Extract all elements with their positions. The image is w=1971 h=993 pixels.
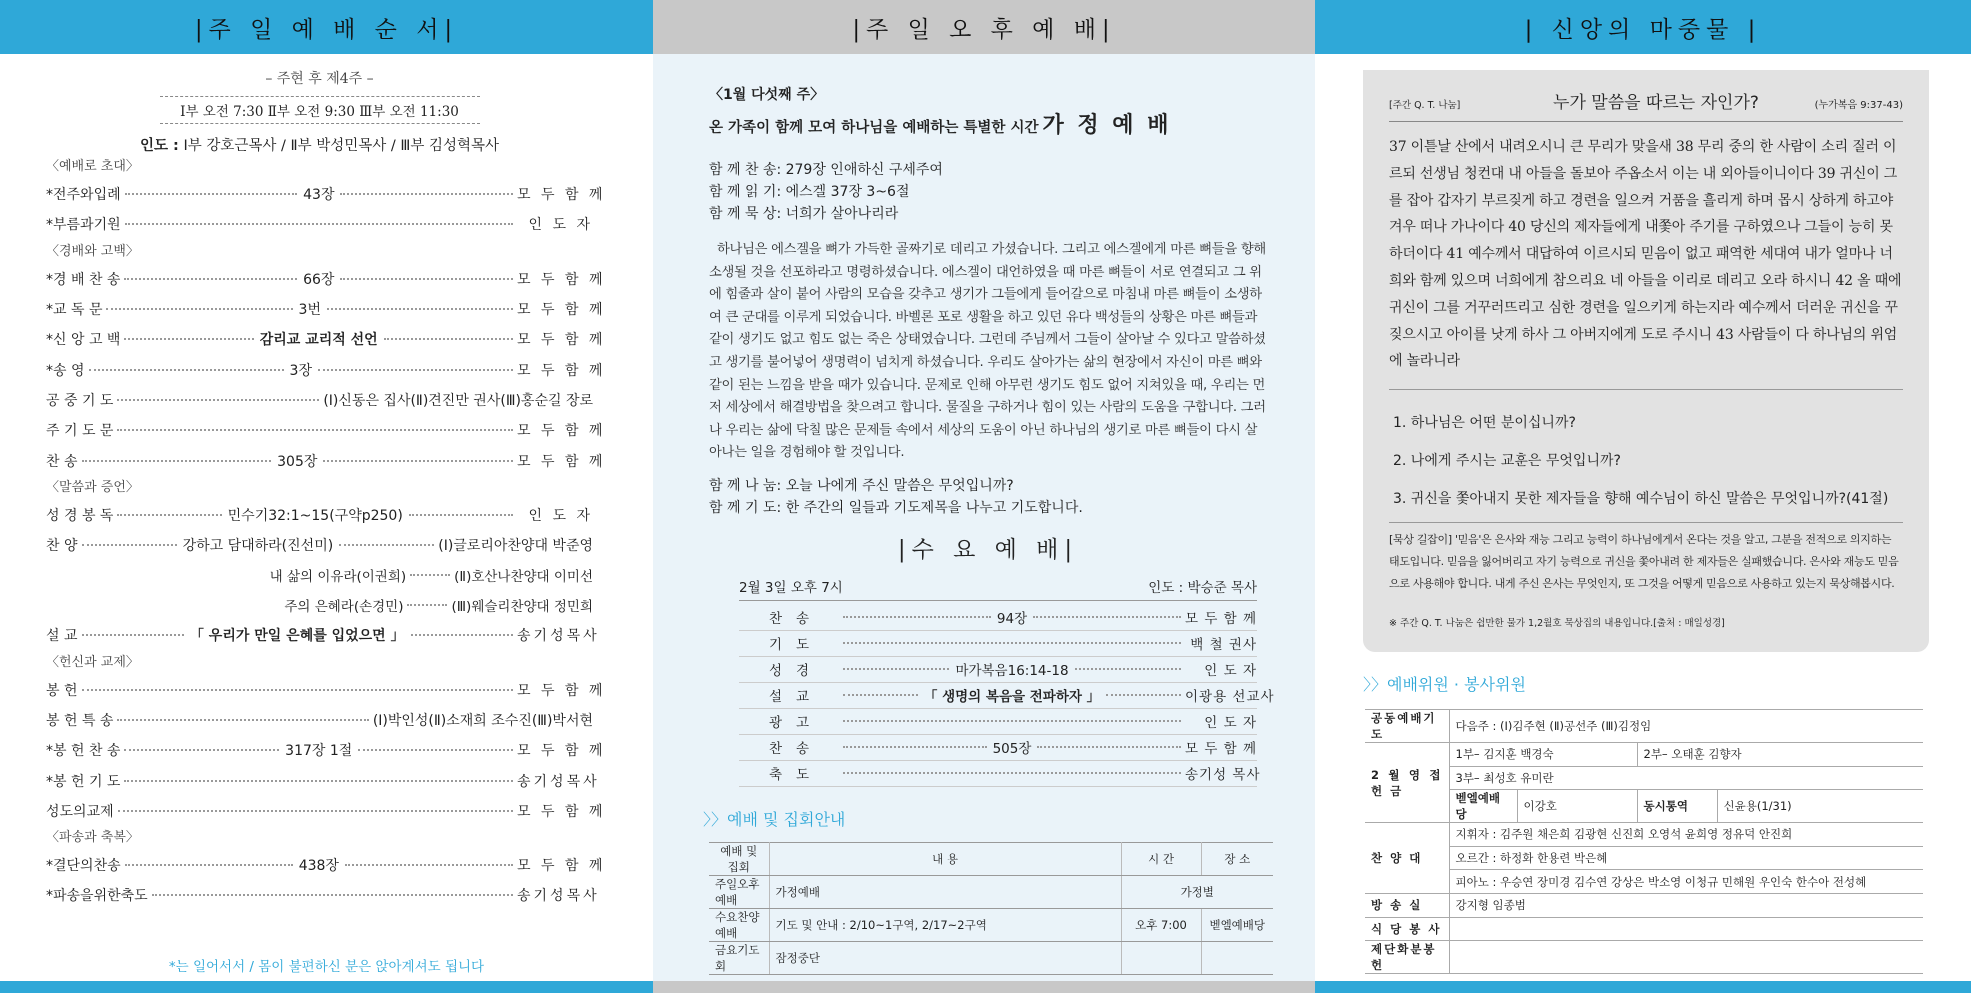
- order-person: 모 두 함 께: [517, 682, 606, 699]
- order-person: 송기성목사: [517, 773, 600, 790]
- order-person: 모 두 함 께: [517, 858, 606, 875]
- cell-value: 신윤용(1/31): [1717, 790, 1923, 823]
- column-header: |주 일 오 후 예 배|: [653, 0, 1315, 54]
- table-row: [1365, 846, 1923, 870]
- table-row: [709, 908, 1273, 941]
- leader-dots: [843, 720, 1181, 722]
- leader-dots: [345, 864, 513, 866]
- leader-dots: [340, 193, 513, 195]
- order-row: [46, 415, 606, 445]
- section-title: 〈헌신과 교제〉: [46, 654, 139, 670]
- order-detail: 317장 1절: [285, 743, 353, 760]
- table-row: [1365, 790, 1923, 823]
- question-3: 3. 귀신을 쫓아내지 못한 제자들을 향해 예수님이 하신 말씀은 무엇입니까?(41절): [1393, 491, 1889, 508]
- wednesday-person: 백 철 권사: [1190, 637, 1257, 654]
- wednesday-person: 인 도 자: [1204, 715, 1257, 732]
- order-row: [46, 880, 600, 910]
- qt-reference: (누가복음 9:37-43): [1814, 100, 1903, 111]
- section-title: 〈경배와 고백〉: [46, 243, 139, 259]
- order-detail: 3번: [298, 302, 321, 319]
- cell-value: 3부– 최성호 유미란: [1449, 766, 1923, 790]
- sharing-info: [709, 475, 1267, 519]
- order-detail: 43장: [303, 187, 335, 204]
- wednesday-meta: [739, 576, 1257, 601]
- order-person: 인 도 자: [528, 217, 593, 234]
- order-label: 봉 헌 특 송: [46, 713, 114, 729]
- order-label: *파송을위한축도: [46, 888, 148, 905]
- order-person: (Ⅰ)글로리아찬양대 박준영: [438, 538, 593, 555]
- wednesday-row: [739, 735, 1257, 761]
- leader-dots: [82, 634, 184, 636]
- week-label: 〈1월 다섯째 주〉: [709, 87, 825, 103]
- schedule-content: 잠정중단: [769, 941, 1121, 974]
- cell-sublabel: 동시통역: [1637, 790, 1717, 823]
- section-title: 〈파송과 축복〉: [46, 830, 139, 846]
- qt-heading: [1389, 88, 1903, 122]
- season-label: – 주현 후 제4주 –: [265, 71, 374, 87]
- order-label: *결단의찬송: [46, 858, 121, 875]
- leader-dots: [117, 719, 368, 721]
- qt-source-note: ※ 주간 Q. T. 나눔은 쉽만한 물가 1,2월호 묵상집의 내용입니다.[출처 : 매일성경]: [1389, 618, 1725, 630]
- table-row: [709, 941, 1273, 974]
- order-label: *봉 헌 기 도: [46, 773, 121, 790]
- leader-dots: [124, 749, 279, 751]
- wednesday-person: 인 도 자: [1204, 663, 1257, 680]
- leader-dots: [358, 749, 513, 751]
- cell-label: 2 월 영 접 헌 금: [1365, 743, 1449, 823]
- order-label: *교 독 문: [46, 302, 103, 319]
- order-list: [46, 155, 606, 911]
- cell-value: [1449, 941, 1923, 974]
- leader-dots: [843, 694, 918, 696]
- schedule-col-name: 예배 및 집회: [709, 842, 769, 875]
- leader-dots: [843, 616, 991, 618]
- wednesday-person: 송기성 목사: [1185, 767, 1261, 784]
- order-row: [46, 385, 593, 415]
- sunday-afternoon-column: [653, 0, 1315, 993]
- leader-dots: [82, 460, 272, 462]
- order-row: [46, 209, 593, 239]
- leader-dots: [117, 399, 319, 401]
- schedule-place: 가정별: [1121, 875, 1273, 908]
- order-person: 모 두 함 께: [517, 803, 606, 820]
- wednesday-leader: 인도 : 박승준 목사: [1148, 579, 1257, 596]
- order-label: 주 기 도 문: [46, 423, 114, 440]
- order-row: [46, 445, 606, 475]
- schedule-title: 〉〉예배 및 집회안내: [703, 809, 846, 829]
- section-title: 〈예배로 초대〉: [46, 159, 139, 174]
- order-body: [0, 68, 653, 911]
- cell-value: 이강호: [1517, 790, 1637, 823]
- order-person: 모 두 함 께: [517, 271, 606, 288]
- info-reading: 함 께 읽 기: 에스겔 37장 3~6절: [709, 184, 910, 200]
- info-prayer: 함 께 기 도: 한 주간의 일들과 기도제목을 나누고 기도합니다.: [709, 499, 1083, 516]
- order-label: 찬 양: [46, 538, 78, 555]
- sunday-worship-order-column: [0, 0, 653, 993]
- wednesday-person: 이광용 선교사: [1185, 689, 1275, 706]
- schedule-col-content: 내 용: [769, 842, 1121, 875]
- order-person: 모 두 함 께: [517, 187, 606, 204]
- devotional-paragraph: 하나님은 에스겔을 뼈가 가득한 골짜기로 데리고 가셨습니다. 그리고 에스겔에게 마른 뼈들을 향해 소생될 것을 선포하라고 명령하셨습니다. 에스겔이 대언하였을 때 마른 뼈들이 서로 연결되고 그 위에 힘줄과 살이 붙어 사람의 모습을 갖추고 생기가 그들에게 들어갈으로 마침내 마른 뼈들이 소생하여 큰 군대를 이루게 되었습니다. 바벨론 포로 생활을 하고 있던 유다 백성들의 상황은 마른 뼈들과 같이 생기도 없고 힘도 없는 죽은 상태였습니다. 그런데 주님께서 그들이 살아날 수 있다고 말씀하셨고 생기를 불어넣어 생명력이 넘치게 하셨습니다. 우리도 살아가는 삶의 현장에서 자신이 마른 뼈와 같이 된는 느낌을 받을 때가 있습니다. 문제로 인해 아무런 생기도 힘도 없어 지쳐있을 때, 우리는 먼저 세상에서 해결방법을 찾으려고 합니다. 물질을 구하거나 힘이 있는 사람의 도움을 구합니다. 그러나 우리는 삶에 닥칠 많은 문제들 속에서 세상의 도움이 아닌 하나님의 생기로 마른 뼈들이 다시 살아나는 일을 경험해야 할 것입니다.: [709, 242, 1266, 461]
- qt-box: [1363, 70, 1929, 652]
- qt-title: 누가 말씀을 따르는 자인가?: [1553, 93, 1759, 113]
- order-label: 찬 송: [46, 453, 78, 470]
- table-row: [1365, 743, 1923, 767]
- service-staff-table: [1365, 709, 1923, 974]
- order-label: 성도의교제: [46, 803, 114, 820]
- order-person: (Ⅰ)신동은 집사(Ⅱ)견진만 권사(Ⅲ)홍순길 장로: [323, 392, 593, 409]
- order-label: *봉 헌 찬 송: [46, 743, 121, 760]
- schedule-body: [709, 875, 1273, 974]
- scripture-text: 37 이튿날 산에서 내려오시니 큰 무리가 맞을새 38 무리 중의 한 사람이 소리 질러 이르되 선생님 청컨대 내 아들을 돌보아 주옵소서 이는 내 외아들이니이다 39 귀신이 그를 잡아 갑자기 부르짖게 하고 경련을 일으켜 거품을 흘리게 하며 몹시 상하게 하고야 겨우 떠나 가나이다 40 당신의 제자들에게 내쫓아 주기를 구하였으나 그들이 능히 못하더이다 41 예수께서 대답하여 이르시되 믿음이 없고 패역한 세대여 내가 얼마나 너희와 함께 있으며 너희에게 참으리요 네 아들을 이리로 데리고 오라 하시니 42 올 때에 귀신이 그를 거꾸러뜨리고 심한 경련을 일으키게 하는지라 예수께서 더러운 귀신을 꾸짖으시고 아이를 낫게 하사 그 아버지에게 도로 주시니 43 사람들이 다 하나님의 위엄에 놀라니라: [1389, 139, 1902, 370]
- choir-name: (Ⅱ)호산나찬양대 이미선: [454, 569, 593, 586]
- leader-dots: [117, 429, 513, 431]
- order-row: [46, 354, 606, 384]
- order-row: [46, 705, 593, 735]
- wednesday-label: 광고: [769, 715, 824, 732]
- info-hymn: 함 께 찬 송: 279장 인애하신 구세주여: [709, 162, 943, 178]
- qt-questions: [1389, 389, 1903, 518]
- leader-dots: [843, 668, 949, 670]
- cell-value: 피아노 : 우승연 장미경 김수연 강상은 박소영 이청규 민해원 우인숙 한수아 전성혜: [1449, 870, 1923, 894]
- leader-dots: [323, 460, 513, 462]
- choir-name: (Ⅲ)웨슬리찬양대 정민희: [451, 599, 593, 616]
- table-row: [1365, 917, 1923, 941]
- order-row: [46, 500, 593, 530]
- order-person: 모 두 함 께: [517, 362, 606, 379]
- order-detail: 305장: [277, 453, 318, 470]
- leader-dots: [843, 746, 987, 748]
- table-row: [1365, 893, 1923, 917]
- cell-value: 2부– 오태훈 김향자: [1637, 743, 1923, 767]
- leader-dots: [1037, 746, 1181, 748]
- wednesday-detail: 94장: [996, 611, 1028, 628]
- wednesday-row: [739, 605, 1257, 631]
- leader-dots: [118, 810, 513, 812]
- order-person: 모 두 함 께: [517, 302, 606, 319]
- order-detail: 438장: [298, 858, 339, 875]
- leader-dots: [843, 772, 1181, 774]
- wednesday-row: [739, 761, 1261, 787]
- leader-dots: [327, 308, 513, 310]
- wednesday-detail: 마가복음16:14-18: [955, 663, 1069, 680]
- order-person: 모 두 함 께: [517, 453, 606, 470]
- wednesday-label: 축도: [769, 767, 824, 784]
- leader-dots: [117, 514, 221, 516]
- info-sharing: 함 께 나 눔: 오늘 나에게 주신 말씀은 무엇입니까?: [709, 477, 1014, 494]
- leader-dots: [384, 338, 513, 340]
- schedule-place: 벧엘예배당: [1201, 908, 1273, 941]
- leader-dots: [125, 223, 513, 225]
- info-meditation: 함 께 묵 상: 너희가 살아나리라: [709, 206, 899, 222]
- schedule-header-row: [709, 842, 1273, 875]
- order-person: 인 도 자: [528, 507, 593, 524]
- bottom-bar: [1315, 981, 1971, 993]
- order-detail: 「 우리가 만일 은혜를 입었으면 」: [189, 628, 405, 645]
- order-label: *부름과기원: [46, 217, 121, 234]
- leader-dots: [124, 278, 297, 280]
- leader-dots: [106, 308, 292, 310]
- order-label: 성 경 봉 독: [46, 507, 114, 524]
- order-row: [46, 796, 606, 826]
- leaders-names: Ⅰ부 강호근목사 / Ⅱ부 박성민목사 / Ⅲ부 김성혁목사: [178, 138, 500, 154]
- schedule-name: 주일오후예배: [709, 875, 769, 908]
- service-staff-title: 〉〉예배위원 · 봉사위원: [1363, 675, 1526, 694]
- order-detail: 감리교 교리적 선언: [259, 332, 378, 349]
- order-detail: 66장: [303, 271, 335, 288]
- leader-dots: [318, 369, 513, 371]
- cell-label: 방 송 실: [1365, 893, 1449, 917]
- column-header: | 신앙의 마중물 |: [1315, 0, 1971, 54]
- wednesday-order: [739, 605, 1275, 787]
- order-detail: 3장: [289, 362, 312, 379]
- leader-dots: [411, 634, 513, 636]
- leader-dots: [340, 278, 513, 280]
- meditation-guide: [묵상 길잡이] '믿음'은 은사와 재능 그리고 능력이 하나님에게서 온다는 것을 알고, 그분을 전적으로 의지하는 태도입니다. 믿음을 잃어버리고 자기 능력으로 귀신을 쫓아내려 한 제자들은 실패했습니다. 은사와 재능도 믿음으로 사용해야 합니다. 내게 주신 은사는 무엇인지, 또 그것을 어떻게 믿음으로 사용하고 있는지 묵상해봅시다.: [1389, 522, 1903, 595]
- cell-label: 찬 양 대: [1365, 823, 1449, 894]
- order-row: [46, 179, 606, 209]
- leaders-label: 인도 :: [139, 138, 179, 154]
- leader-dots: [124, 780, 513, 782]
- leader-dots: [125, 193, 298, 195]
- family-worship-desc: 온 가족이 함께 모여 하나님을 예배하는 특별한 시간: [709, 120, 1039, 136]
- order-label: *신 앙 고 백: [46, 332, 121, 349]
- cell-label: 공동예배기도: [1365, 710, 1449, 743]
- order-detail: 민수기32:1~15(구약p250): [227, 507, 403, 524]
- family-worship-line: [709, 108, 1267, 139]
- schedule-time: 오후 7:00: [1121, 908, 1201, 941]
- schedule-content: 가정예배: [769, 875, 1121, 908]
- service-times: Ⅰ부 오전 7:30 Ⅱ부 오전 9:30 Ⅲ부 오전 11:30: [160, 96, 480, 124]
- schedule-table: [709, 842, 1273, 975]
- schedule-name: 금요기도회: [709, 941, 769, 974]
- order-row: [46, 530, 593, 560]
- leader-dots: [407, 604, 447, 606]
- order-label: 봉 헌: [46, 682, 78, 699]
- table-row: [1365, 870, 1923, 894]
- cell-value: 1부– 김지훈 백경숙: [1449, 743, 1637, 767]
- bottom-bar: [0, 981, 653, 993]
- cell-value: 강지형 임종범: [1449, 893, 1923, 917]
- cell-value: 오르간 : 하정화 한용련 박은혜: [1449, 846, 1923, 870]
- order-label: 설 교: [46, 628, 78, 645]
- order-person: 송기성목사: [517, 628, 600, 645]
- order-row: [46, 850, 606, 880]
- order-row: [46, 735, 606, 765]
- choir-extra-row: [46, 560, 593, 590]
- order-person: 송기성목사: [517, 888, 600, 905]
- wednesday-label: 찬송: [769, 741, 824, 758]
- schedule-col-time: 시 간: [1121, 842, 1201, 875]
- leaders-line: [46, 134, 593, 155]
- order-row: [46, 620, 600, 650]
- wednesday-date: 2월 3일 오후 7시: [739, 579, 843, 596]
- leader-dots: [1075, 668, 1181, 670]
- leader-dots: [339, 544, 434, 546]
- afternoon-body: [653, 84, 1315, 975]
- schedule-col-place: 장 소: [1201, 842, 1273, 875]
- wednesday-row: [739, 683, 1275, 709]
- choir-song: 내 삶의 이유라(이권희): [269, 569, 407, 586]
- order-person: 모 두 함 께: [517, 743, 606, 760]
- table-row: [709, 875, 1273, 908]
- wednesday-row: [739, 709, 1257, 735]
- question-2: 2. 나에게 주시는 교훈은 무엇입니까?: [1393, 453, 1621, 470]
- schedule-name: 수요찬양예배: [709, 908, 769, 941]
- column-header: |주 일 예 배 순 서|: [0, 0, 653, 54]
- order-label: *송 영: [46, 362, 85, 379]
- order-row: [46, 294, 606, 324]
- leader-dots: [82, 544, 177, 546]
- wednesday-label: 기도: [769, 637, 824, 654]
- wednesday-header: |수 요 예 배|: [897, 536, 1079, 563]
- schedule-time: [1121, 941, 1201, 974]
- table-row: [1365, 766, 1923, 790]
- wednesday-label: 설교: [769, 689, 824, 706]
- cell-label: 식 당 봉 사: [1365, 917, 1449, 941]
- leader-dots: [125, 864, 293, 866]
- leader-dots: [409, 514, 513, 516]
- leader-dots: [1106, 694, 1181, 696]
- order-person: 모 두 함 께: [517, 423, 606, 440]
- leader-dots: [152, 894, 513, 896]
- order-detail: 강하고 담대하라(진선미): [182, 538, 334, 555]
- wednesday-row: [739, 631, 1257, 657]
- order-row: [46, 324, 606, 354]
- leader-dots: [410, 574, 450, 576]
- order-row: [46, 765, 600, 795]
- faith-column: [1315, 0, 1971, 993]
- table-row: [1365, 823, 1923, 847]
- order-label: *전주와입례: [46, 187, 121, 204]
- table-row: [1365, 941, 1923, 974]
- cell-value: 다음주 : (Ⅰ)김주현 (Ⅱ)공선주 (Ⅲ)김정임: [1449, 710, 1923, 743]
- standing-footnote: *는 일어서서 / 몸이 불편하신 분은 앉아계셔도 됩니다: [168, 959, 485, 975]
- schedule-content: 기도 및 안내 : 2/10~1구역, 2/17~2구역: [769, 908, 1121, 941]
- question-1: 1. 하나님은 어떤 분이십니까?: [1393, 415, 1576, 432]
- leader-dots: [89, 369, 284, 371]
- bottom-bar: [653, 981, 1315, 993]
- order-row: [46, 264, 606, 294]
- table-row: [1365, 710, 1923, 743]
- wednesday-detail: 「 생명의 복음을 전파하자 」: [923, 689, 1101, 706]
- section-title: 〈말씀과 증언〉: [46, 479, 139, 495]
- cell-value: 지휘자 : 김주원 채은희 김광현 신진희 오영석 윤희영 정유덕 안진희: [1449, 823, 1923, 847]
- order-person: 모 두 함 께: [517, 332, 606, 349]
- leader-dots: [124, 338, 253, 340]
- leader-dots: [1033, 616, 1181, 618]
- wednesday-row: [739, 657, 1257, 683]
- cell-label: 제단화분봉헌: [1365, 941, 1449, 974]
- qt-tag: [주간 Q. T. 나눔]: [1389, 100, 1461, 111]
- cell-value: [1449, 917, 1923, 941]
- order-row: [46, 675, 606, 705]
- schedule-place: [1201, 941, 1273, 974]
- order-label: 공 중 기 도: [46, 392, 114, 409]
- wednesday-person: 모 두 함 께: [1185, 741, 1258, 758]
- choir-song: 주의 은혜라(손경민): [284, 599, 404, 616]
- worship-info: [709, 159, 1267, 225]
- wednesday-detail: 505장: [992, 741, 1032, 758]
- leader-dots: [843, 642, 1181, 644]
- order-label: *경 배 찬 송: [46, 271, 121, 288]
- wednesday-person: 모 두 함 께: [1185, 611, 1258, 628]
- cell-sublabel: 벧엘예배당: [1449, 790, 1517, 823]
- order-person: (Ⅰ)박인성(Ⅱ)소재희 조수진(Ⅲ)박서현: [372, 713, 593, 729]
- wednesday-label: 찬송: [769, 611, 824, 628]
- family-worship-title: 가 정 예 배: [1042, 113, 1172, 138]
- wednesday-label: 성경: [769, 663, 824, 680]
- choir-extra-row: [46, 590, 593, 620]
- leader-dots: [82, 689, 514, 691]
